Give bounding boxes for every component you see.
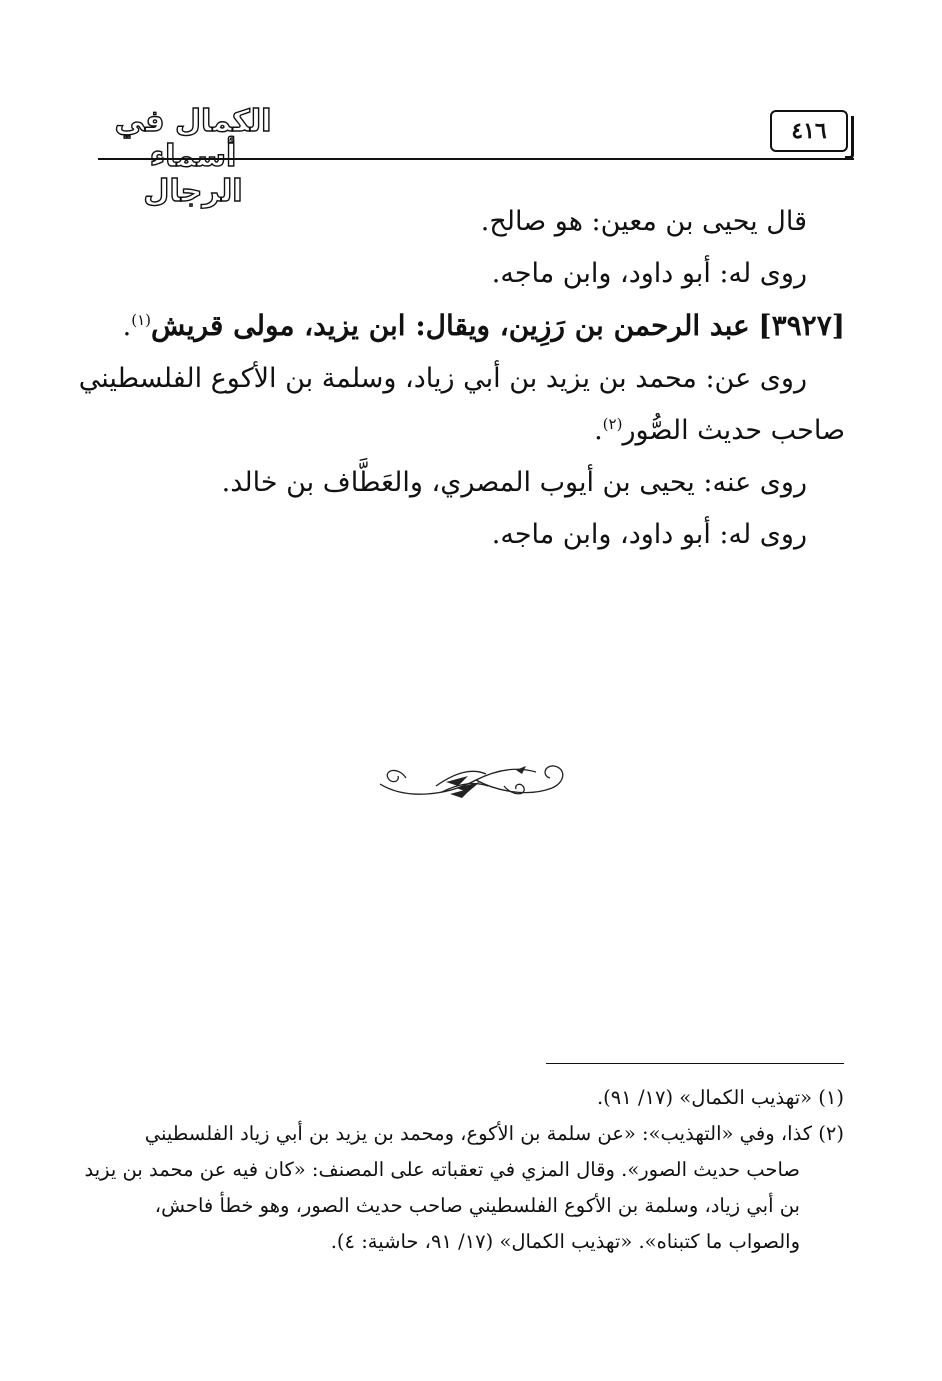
footnote-2: (٢) كذا، وفي «التهذيب»: «عن سلمة بن الأكوع، ومحمد بن يزيد بن أبي زياد الفلسطيني [144, 1122, 844, 1145]
floral-ornament-icon [376, 756, 572, 806]
entry-number: [٣٩٢٧] [758, 309, 845, 342]
text-segment: صاحب حديث الصُّور [622, 415, 845, 446]
entry-name: عبد الرحمن بن رَزِين، ويقال: ابن يزيد، مولى قريش [151, 309, 750, 342]
entry-end: . [122, 311, 132, 342]
footnotes [84, 1080, 844, 1260]
footnote-ref: (١) [131, 311, 152, 329]
header-rule [98, 158, 854, 160]
footnote-2-cont: صاحب حديث الصور». وقال المزي في تعقباته على المصنف: «كان فيه عن محمد بن يزيد [84, 1158, 800, 1181]
text-line: قال يحيى بن معين: هو صالح. [480, 206, 807, 237]
text-line: روى له: أبو داود، وابن ماجه. [491, 258, 807, 289]
text-line: روى له: أبو داود، وابن ماجه. [491, 519, 807, 550]
text-line: روى عن: محمد بن يزيد بن أبي زياد، وسلمة بن الأكوع الفلسطيني [78, 363, 807, 394]
text-line: روى عنه: يحيى بن أيوب المصري، والعَطَّاف بن خالد. [221, 467, 807, 498]
footnote-2-cont: بن أبي زياد، وسلمة بن الأكوع الفلسطيني صاحب حديث الصور، وهو خطأ فاحش، [154, 1194, 800, 1217]
text-line [100, 405, 845, 457]
entry-heading [100, 300, 845, 353]
footnote-ref: (٢) [602, 415, 623, 433]
page-number: ٤١٦ [770, 110, 848, 152]
running-title: الكمال في أسماء الرجال [114, 104, 272, 209]
footnote-1: (١) «تهذيب الكمال» (١٧/ ٩١). [596, 1086, 844, 1109]
footnote-2-cont: والصواب ما كتبناه». «تهذيب الكمال» (١٧/ ٩١، حاشية: ٤). [330, 1230, 800, 1253]
page-header [98, 98, 848, 209]
text-segment: . [594, 415, 603, 446]
footnote-rule [546, 1063, 844, 1064]
main-text [78, 196, 845, 561]
